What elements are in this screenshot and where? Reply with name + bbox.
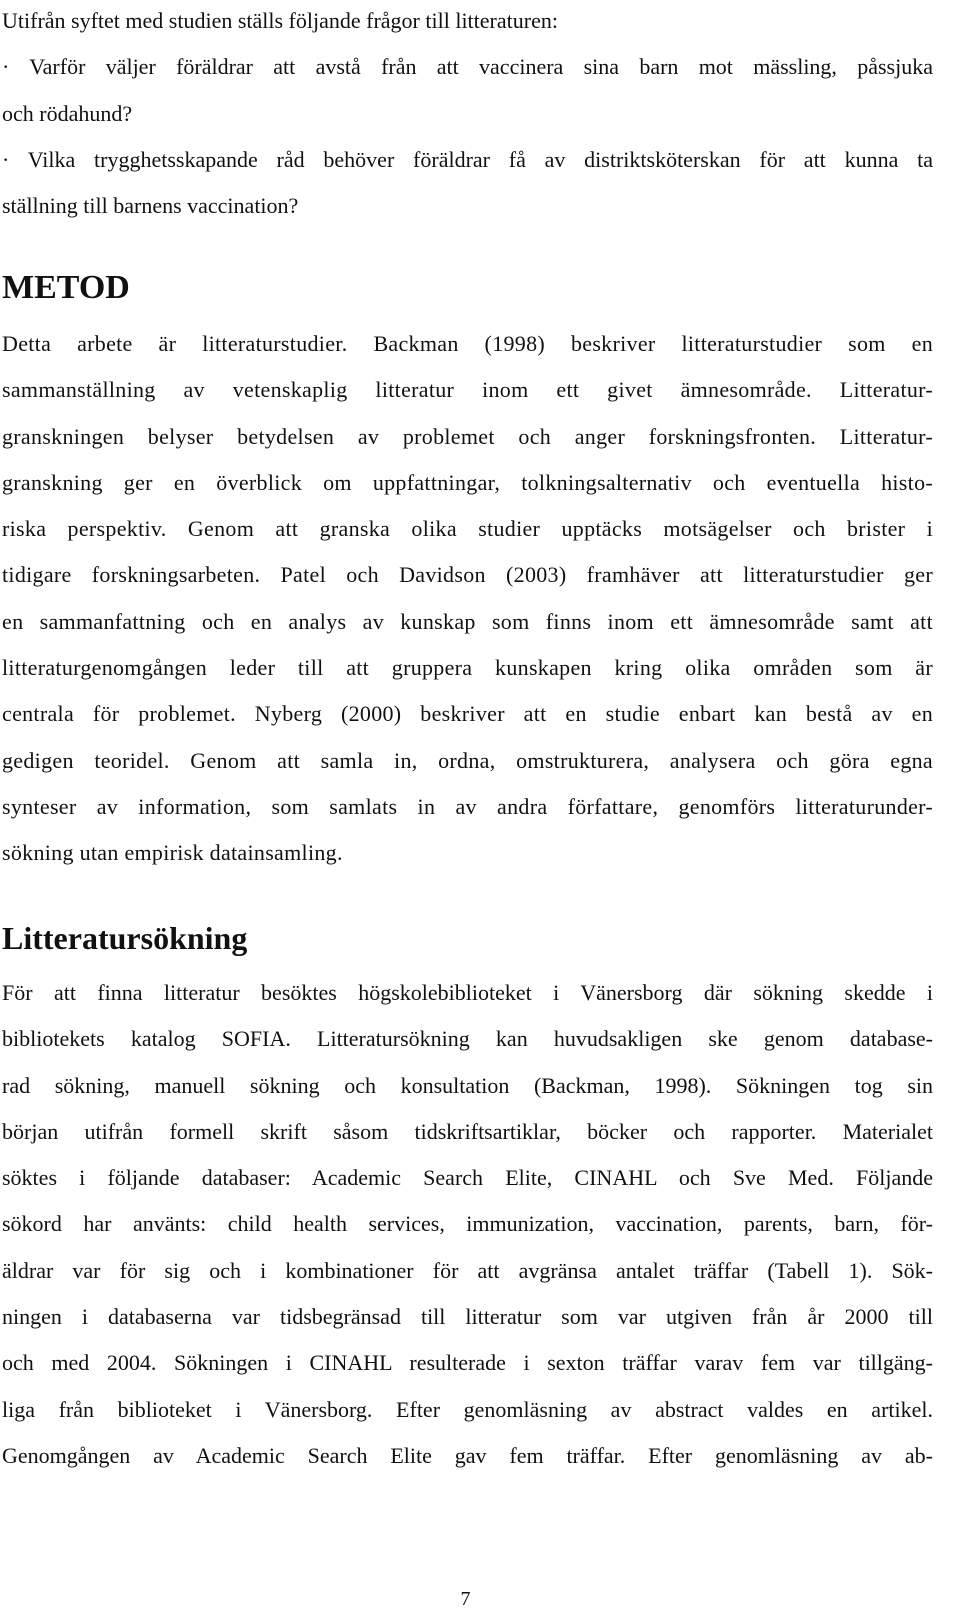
paragraph-line: rad sökning, manuell sökning och konsultation (Backman, 1998). Sökningen tog sin [2,1072,933,1098]
paragraph-line: äldrar var för sig och i kombinationer för att avgränsa antalet träffar (Tabell 1). Sök- [2,1257,933,1283]
section-heading-litteratursokning: Litteratursökning [2,920,248,956]
paragraph-line: riska perspektiv. Genom att granska olika studier upptäcks motsägelser och brister i [2,516,933,542]
paragraph-line: ningen i databaserna var tidsbegränsad till litteratur som var utgiven från år 2000 till [2,1304,933,1330]
paragraph-line: en sammanfattning och en analys av kunskap som finns inom ett ämnesområde samt att [2,608,933,634]
litteratursokning-paragraph [2,970,933,1479]
paragraph-line: gedigen teoridel. Genom att samla in, ordna, omstrukturera, analysera och göra egna [2,747,933,773]
question-line: ställning till barnens vaccination? [2,193,299,219]
paragraph-line: och med 2004. Sökningen i CINAHL resulterade i sexton träffar varav fem var tillgäng- [2,1350,933,1376]
paragraph-line: sökord har använts: child health services, immunization, vaccination, parents, barn, för- [2,1211,933,1237]
paragraph-line: sammanställning av vetenskaplig litteratur inom ett givet ämnesområde. Litteratur- [2,377,933,403]
paragraph-line: Genomgången av Academic Search Elite gav fem träffar. Efter genomläsning av ab- [2,1442,933,1468]
paragraph-line: centrala för problemet. Nyberg (2000) beskriver att en studie enbart kan bestå av en [2,701,933,727]
paragraph-line: sökning utan empirisk datainsamling. [2,840,343,866]
paragraph-line: granskningen belyser betydelsen av problemet och anger forskningsfronten. Litteratur- [2,423,933,449]
paragraph-line: söktes i följande databaser: Academic Search Elite, CINAHL och Sve Med. Följande [2,1165,933,1191]
intro-line: Utifrån syftet med studien ställs följande frågor till litteraturen: [2,8,558,33]
question-line: · Vilka trygghetsskapande råd behöver föräldrar få av distriktsköterskan för att kunna ta [2,146,933,172]
page-number: 7 [460,1588,471,1610]
paragraph-line: liga från biblioteket i Vänersborg. Efter genomläsning av abstract valdes en artikel. [2,1396,933,1422]
paragraph-line: synteser av information, som samlats in av andra författare, genomförs litteraturunder- [2,793,933,819]
intro-paragraph [2,0,933,229]
metod-paragraph [2,321,933,877]
paragraph-line: Detta arbete är litteraturstudier. Backman (1998) beskriver litteraturstudier som en [2,331,933,356]
paragraph-line: tidigare forskningsarbeten. Patel och Davidson (2003) framhäver att litteraturstudier ger [2,562,933,588]
paragraph-line: litteraturgenomgången leder till att gruppera kunskapen kring olika områden som är [2,655,933,681]
paragraph-line: början utifrån formell skrift såsom tidskriftsartiklar, böcker och rapporter. Materialet [2,1118,933,1144]
paragraph-line: För att finna litteratur besöktes högskolebiblioteket i Vänersborg där sökning skedde i [2,980,933,1005]
section-heading-metod: METOD [2,269,130,306]
question-line: · Varför väljer föräldrar att avstå från att vaccinera sina barn mot mässling, påssjuka [2,54,933,80]
paragraph-line: bibliotekets katalog SOFIA. Litteratursökning kan huvudsakligen ske genom database- [2,1026,933,1052]
question-line: och rödahund? [2,100,133,126]
paragraph-line: granskning ger en överblick om uppfattningar, tolkningsalternativ och eventuella histo- [2,469,933,495]
